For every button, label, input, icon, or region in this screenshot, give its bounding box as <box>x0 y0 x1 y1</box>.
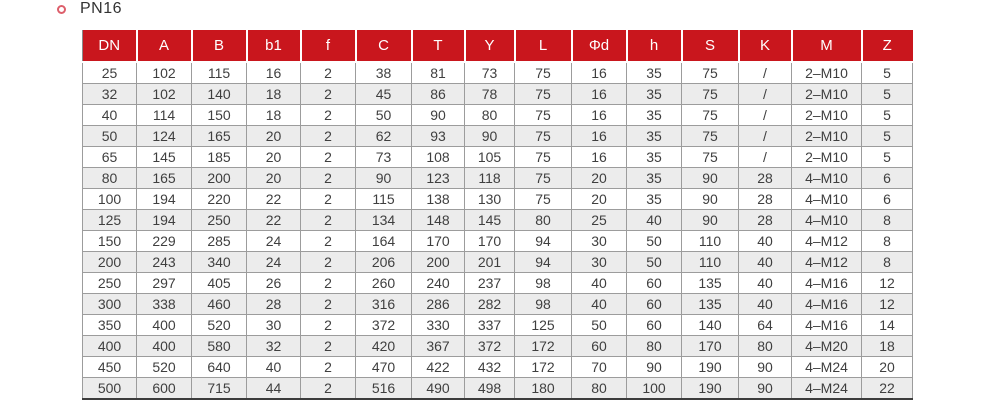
table-cell: 2 <box>301 189 356 210</box>
table-cell: 94 <box>515 252 572 273</box>
table-cell: 372 <box>356 315 412 336</box>
table-cell: 35 <box>627 62 682 84</box>
table-cell: 78 <box>465 84 515 105</box>
table-cell: 201 <box>465 252 515 273</box>
table-cell: 190 <box>682 357 739 378</box>
table-cell: 8 <box>862 252 913 273</box>
table-cell: 35 <box>627 168 682 189</box>
table-cell: 24 <box>247 252 301 273</box>
column-header: Y <box>465 30 515 62</box>
table-cell: 140 <box>192 84 247 105</box>
table-cell: 130 <box>465 189 515 210</box>
table-cell: 172 <box>515 336 572 357</box>
table-cell: 22 <box>862 378 913 400</box>
table-cell: 75 <box>682 84 739 105</box>
table-cell: 93 <box>412 126 465 147</box>
table-cell: 40 <box>739 231 792 252</box>
column-header: Φd <box>572 30 627 62</box>
table-cell: 2–M10 <box>792 84 862 105</box>
table-cell: 500 <box>83 378 137 400</box>
table-cell: 40 <box>739 252 792 273</box>
table-cell: 220 <box>192 189 247 210</box>
table-cell: 20 <box>247 168 301 189</box>
table-cell: 28 <box>739 189 792 210</box>
table-cell: 194 <box>137 189 192 210</box>
table-cell: 150 <box>192 105 247 126</box>
table-cell: 498 <box>465 378 515 400</box>
table-cell: 2 <box>301 210 356 231</box>
table-cell: 16 <box>572 62 627 84</box>
table-cell: 200 <box>412 252 465 273</box>
table-cell: 40 <box>572 294 627 315</box>
table-cell: 8 <box>862 210 913 231</box>
table-cell: 44 <box>247 378 301 400</box>
table-cell: 123 <box>412 168 465 189</box>
table-cell: 340 <box>192 252 247 273</box>
table-cell: 62 <box>356 126 412 147</box>
table-cell: 150 <box>83 231 137 252</box>
table-cell: 118 <box>465 168 515 189</box>
table-row <box>83 168 913 189</box>
table-cell: 432 <box>465 357 515 378</box>
table-cell: 600 <box>137 378 192 400</box>
table-cell: 98 <box>515 294 572 315</box>
table-cell: 90 <box>682 168 739 189</box>
table-cell: 4–M10 <box>792 210 862 231</box>
table-cell: 60 <box>627 273 682 294</box>
table-cell: 260 <box>356 273 412 294</box>
table-cell: 18 <box>247 84 301 105</box>
table-cell: 170 <box>412 231 465 252</box>
table-cell: 90 <box>465 126 515 147</box>
table-cell: 350 <box>83 315 137 336</box>
table-cell: 316 <box>356 294 412 315</box>
table-cell: 490 <box>412 378 465 400</box>
table-cell: 165 <box>137 168 192 189</box>
table-cell: 5 <box>862 126 913 147</box>
table-cell: 45 <box>356 84 412 105</box>
table-cell: 30 <box>572 252 627 273</box>
column-header: S <box>682 30 739 62</box>
table-cell: 16 <box>572 147 627 168</box>
table-cell: 2 <box>301 294 356 315</box>
table-cell: 28 <box>739 168 792 189</box>
table-cell: 4–M20 <box>792 336 862 357</box>
table-cell: 32 <box>247 336 301 357</box>
table-row <box>83 231 913 252</box>
table-cell: 2 <box>301 62 356 84</box>
table-cell: 40 <box>739 273 792 294</box>
column-header: A <box>137 30 192 62</box>
table-row <box>83 252 913 273</box>
column-header: T <box>412 30 465 62</box>
table-cell: 164 <box>356 231 412 252</box>
table-cell: 135 <box>682 273 739 294</box>
table-cell: 100 <box>83 189 137 210</box>
table-cell: 330 <box>412 315 465 336</box>
table-row <box>83 357 913 378</box>
table-cell: 20 <box>862 357 913 378</box>
table-cell: 715 <box>192 378 247 400</box>
table-cell: 640 <box>192 357 247 378</box>
table-row <box>83 294 913 315</box>
table-row <box>83 62 913 84</box>
table-cell: / <box>739 84 792 105</box>
column-header: Z <box>862 30 913 62</box>
table-cell: 2–M10 <box>792 147 862 168</box>
table-cell: 2 <box>301 84 356 105</box>
table-cell: 243 <box>137 252 192 273</box>
table-row <box>83 210 913 231</box>
table-cell: 170 <box>465 231 515 252</box>
table-cell: 35 <box>627 147 682 168</box>
table-cell: 75 <box>515 168 572 189</box>
table-cell: 110 <box>682 231 739 252</box>
table-cell: 18 <box>862 336 913 357</box>
table-cell: 80 <box>572 378 627 400</box>
table-cell: 40 <box>627 210 682 231</box>
table-cell: 60 <box>627 315 682 336</box>
table-cell: 2 <box>301 126 356 147</box>
table-cell: 4–M16 <box>792 273 862 294</box>
table-cell: 2 <box>301 105 356 126</box>
table-cell: 50 <box>356 105 412 126</box>
table-cell: 80 <box>627 336 682 357</box>
table-cell: 102 <box>137 62 192 84</box>
table-cell: 70 <box>572 357 627 378</box>
table-cell: 2 <box>301 231 356 252</box>
table-cell: 40 <box>572 273 627 294</box>
table-cell: 90 <box>739 378 792 400</box>
table-cell: 140 <box>682 315 739 336</box>
table-cell: 2 <box>301 336 356 357</box>
table-cell: 8 <box>862 231 913 252</box>
table-cell: 4–M16 <box>792 315 862 336</box>
table-cell: 285 <box>192 231 247 252</box>
table-cell: 2 <box>301 378 356 400</box>
table-cell: 337 <box>465 315 515 336</box>
table-cell: 114 <box>137 105 192 126</box>
table-row <box>83 189 913 210</box>
table-row <box>83 126 913 147</box>
table-cell: 50 <box>83 126 137 147</box>
table-cell: 102 <box>137 84 192 105</box>
table-cell: 190 <box>682 378 739 400</box>
table-cell: 2 <box>301 252 356 273</box>
table-cell: 14 <box>862 315 913 336</box>
table-cell: 134 <box>356 210 412 231</box>
table-cell: 372 <box>465 336 515 357</box>
table-cell: 28 <box>247 294 301 315</box>
section-title: PN16 <box>80 0 123 17</box>
table-cell: 422 <box>412 357 465 378</box>
table-cell: 75 <box>682 62 739 84</box>
table-cell: 25 <box>572 210 627 231</box>
table-row <box>83 336 913 357</box>
table-cell: 60 <box>572 336 627 357</box>
table-cell: 145 <box>465 210 515 231</box>
column-header: C <box>356 30 412 62</box>
table-row <box>83 105 913 126</box>
column-header: K <box>739 30 792 62</box>
table-cell: 12 <box>862 273 913 294</box>
table-cell: 300 <box>83 294 137 315</box>
table-cell: 98 <box>515 273 572 294</box>
table-cell: 16 <box>247 62 301 84</box>
table-cell: 35 <box>627 126 682 147</box>
table-cell: 64 <box>739 315 792 336</box>
table-cell: 2–M10 <box>792 62 862 84</box>
table-cell: 5 <box>862 105 913 126</box>
table-cell: 172 <box>515 357 572 378</box>
table-cell: 81 <box>412 62 465 84</box>
table-cell: 194 <box>137 210 192 231</box>
table-cell: 125 <box>83 210 137 231</box>
table-cell: 30 <box>247 315 301 336</box>
table-cell: 405 <box>192 273 247 294</box>
table-cell: 124 <box>137 126 192 147</box>
table-row <box>83 378 913 400</box>
table-cell: / <box>739 105 792 126</box>
table-cell: 90 <box>682 210 739 231</box>
table-cell: 22 <box>247 210 301 231</box>
table-cell: 400 <box>137 315 192 336</box>
table-cell: 180 <box>515 378 572 400</box>
table-cell: 286 <box>412 294 465 315</box>
table-cell: 240 <box>412 273 465 294</box>
table-cell: 580 <box>192 336 247 357</box>
table-cell: 4–M10 <box>792 168 862 189</box>
table-cell: 138 <box>412 189 465 210</box>
table-cell: 75 <box>515 189 572 210</box>
table-cell: 145 <box>137 147 192 168</box>
table-cell: 450 <box>83 357 137 378</box>
table-cell: 282 <box>465 294 515 315</box>
table-cell: 35 <box>627 105 682 126</box>
section-caption <box>57 0 122 18</box>
table-cell: 94 <box>515 231 572 252</box>
table-cell: 200 <box>83 252 137 273</box>
table-cell: 400 <box>137 336 192 357</box>
table-cell: 16 <box>572 84 627 105</box>
table-row <box>83 315 913 336</box>
table-cell: 38 <box>356 62 412 84</box>
ring-bullet-icon <box>57 5 66 14</box>
table-cell: 75 <box>515 126 572 147</box>
table-cell: 60 <box>627 294 682 315</box>
column-header: h <box>627 30 682 62</box>
table-cell: 75 <box>682 126 739 147</box>
table-cell: 148 <box>412 210 465 231</box>
table-cell: 516 <box>356 378 412 400</box>
table-cell: / <box>739 126 792 147</box>
table-cell: 18 <box>247 105 301 126</box>
table-cell: 50 <box>627 252 682 273</box>
table-cell: 2 <box>301 168 356 189</box>
table-cell: 6 <box>862 168 913 189</box>
table-cell: 400 <box>83 336 137 357</box>
table-cell: 2 <box>301 273 356 294</box>
table-cell: 125 <box>515 315 572 336</box>
table-cell: 75 <box>682 105 739 126</box>
table-cell: 2–M10 <box>792 105 862 126</box>
table-cell: 200 <box>192 168 247 189</box>
table-cell: 4–M12 <box>792 252 862 273</box>
table-cell: 4–M24 <box>792 357 862 378</box>
table-cell: 75 <box>515 62 572 84</box>
table-cell: 5 <box>862 147 913 168</box>
table-cell: 90 <box>627 357 682 378</box>
table-cell: 90 <box>739 357 792 378</box>
table-cell: 237 <box>465 273 515 294</box>
column-header: DN <box>83 30 137 62</box>
table-cell: 16 <box>572 126 627 147</box>
table-cell: 20 <box>247 147 301 168</box>
table-cell: 115 <box>192 62 247 84</box>
table-cell: 75 <box>515 105 572 126</box>
table-cell: 4–M24 <box>792 378 862 400</box>
table-cell: 460 <box>192 294 247 315</box>
table-cell: 35 <box>627 84 682 105</box>
table-cell: 40 <box>83 105 137 126</box>
table-cell: 6 <box>862 189 913 210</box>
table-cell: 5 <box>862 84 913 105</box>
table-cell: 4–M10 <box>792 189 862 210</box>
table-cell: 2 <box>301 357 356 378</box>
table-cell: 135 <box>682 294 739 315</box>
table-cell: 165 <box>192 126 247 147</box>
table-cell: 80 <box>739 336 792 357</box>
table-cell: 520 <box>192 315 247 336</box>
table-cell: 2 <box>301 315 356 336</box>
table-row <box>83 147 913 168</box>
table-cell: 108 <box>412 147 465 168</box>
table-cell: 250 <box>83 273 137 294</box>
table-cell: 250 <box>192 210 247 231</box>
table-cell: 16 <box>572 105 627 126</box>
table-cell: 520 <box>137 357 192 378</box>
table-cell: 75 <box>515 147 572 168</box>
table-cell: 30 <box>572 231 627 252</box>
table-cell: 470 <box>356 357 412 378</box>
table-cell: 22 <box>247 189 301 210</box>
table-cell: 24 <box>247 231 301 252</box>
table-cell: 338 <box>137 294 192 315</box>
table-cell: 115 <box>356 189 412 210</box>
table-cell: 73 <box>356 147 412 168</box>
table-cell: 2 <box>301 147 356 168</box>
table-cell: 28 <box>739 210 792 231</box>
table-cell: 90 <box>682 189 739 210</box>
table-cell: 297 <box>137 273 192 294</box>
table-header-row <box>83 30 913 62</box>
column-header: B <box>192 30 247 62</box>
table-cell: / <box>739 62 792 84</box>
table-cell: 35 <box>627 189 682 210</box>
table-cell: 2–M10 <box>792 126 862 147</box>
table-row <box>83 273 913 294</box>
table-cell: 229 <box>137 231 192 252</box>
table-cell: 105 <box>465 147 515 168</box>
table-cell: 25 <box>83 62 137 84</box>
table-cell: 86 <box>412 84 465 105</box>
table-cell: 50 <box>627 231 682 252</box>
table-cell: 4–M16 <box>792 294 862 315</box>
table-cell: 80 <box>465 105 515 126</box>
table-cell: 110 <box>682 252 739 273</box>
column-header: L <box>515 30 572 62</box>
table-cell: 185 <box>192 147 247 168</box>
table-cell: 40 <box>247 357 301 378</box>
table-cell: 40 <box>739 294 792 315</box>
table-cell: 20 <box>247 126 301 147</box>
column-header: f <box>301 30 356 62</box>
table-cell: 90 <box>412 105 465 126</box>
table-cell: 65 <box>83 147 137 168</box>
table-cell: 80 <box>515 210 572 231</box>
table-row <box>83 84 913 105</box>
dimension-table <box>82 30 913 400</box>
table-cell: 4–M12 <box>792 231 862 252</box>
table-cell: 73 <box>465 62 515 84</box>
table-cell: 100 <box>627 378 682 400</box>
table-cell: 170 <box>682 336 739 357</box>
table-cell: 367 <box>412 336 465 357</box>
table-cell: 420 <box>356 336 412 357</box>
column-header: M <box>792 30 862 62</box>
table-cell: 5 <box>862 62 913 84</box>
table-cell: 75 <box>682 147 739 168</box>
table-cell: 50 <box>572 315 627 336</box>
table-cell: 12 <box>862 294 913 315</box>
column-header: b1 <box>247 30 301 62</box>
table-cell: 80 <box>83 168 137 189</box>
table-cell: 26 <box>247 273 301 294</box>
table-cell: 75 <box>515 84 572 105</box>
table-cell: 90 <box>356 168 412 189</box>
table-cell: 206 <box>356 252 412 273</box>
table-cell: / <box>739 147 792 168</box>
table-cell: 20 <box>572 168 627 189</box>
table-cell: 20 <box>572 189 627 210</box>
table-cell: 32 <box>83 84 137 105</box>
